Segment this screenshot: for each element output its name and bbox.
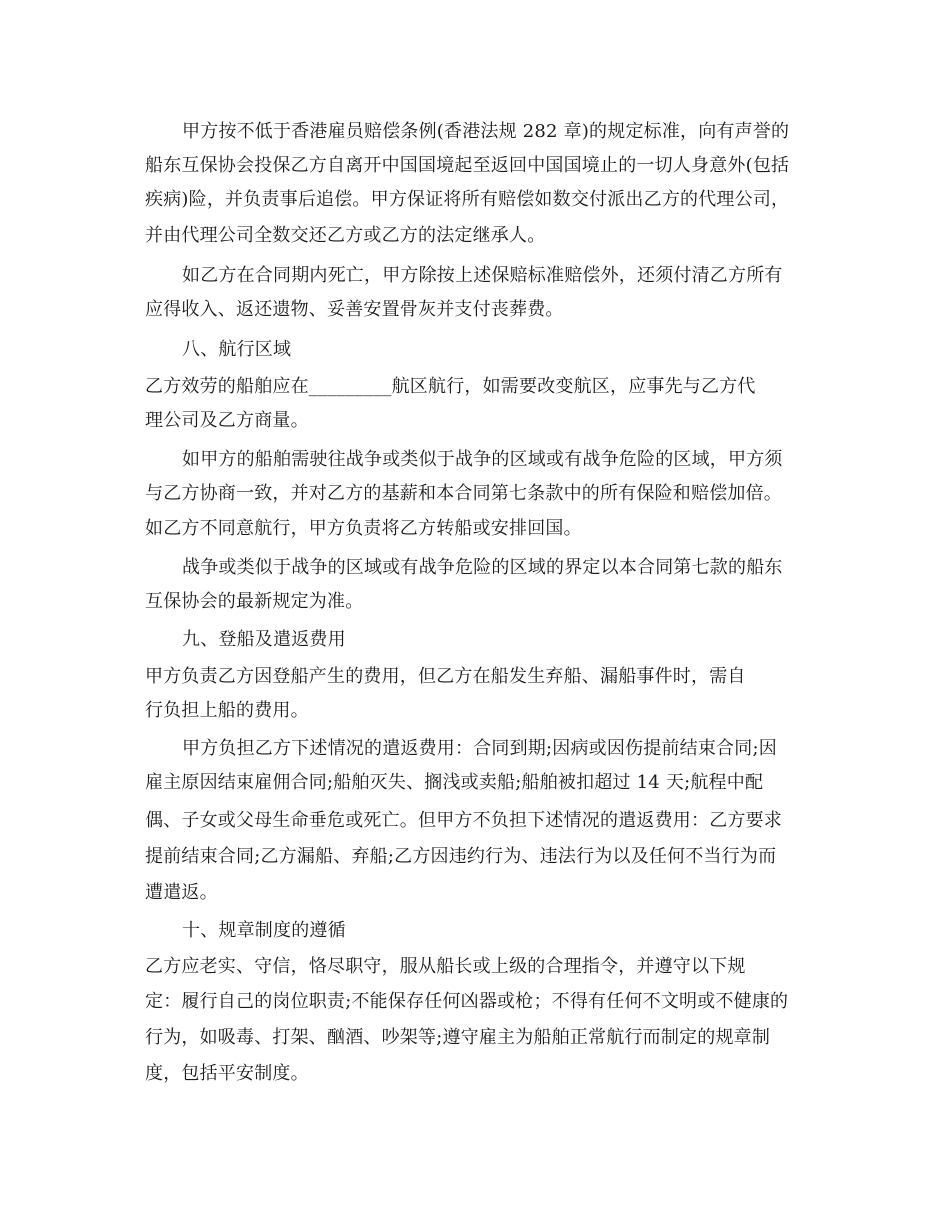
text-line: 提前结束合同;乙方漏船、弃船;乙方因违约行为、违法行为以及任何不当行为而 xyxy=(145,846,777,867)
text-line: 应得收入、返还遗物、妥善安置骨灰并支付丧葬费。 xyxy=(145,299,564,320)
text-line: 如乙方不同意航行，甲方负责将乙方转船或安排回国。 xyxy=(145,518,582,539)
text-line: 定：履行自己的岗位职责;不能保存任何凶器或枪；不得有任何不文明或不健康的 xyxy=(145,991,789,1012)
text-line: 度，包括平安制度。 xyxy=(145,1063,309,1084)
text-line: 乙方效劳的船舶应在_________航区航行，如需要改变航区，应事先与乙方代 xyxy=(145,376,756,397)
text-line: 甲方负责乙方因登船产生的费用，但乙方在船发生弃船、漏船事件时，需自 xyxy=(145,666,746,687)
text-line: 雇主原因结束雇佣合同;船舶灭失、搁浅或卖船;船舶被扣超过 14 天;航程中配 xyxy=(145,772,764,793)
text-line: 遭遣返。 xyxy=(145,882,218,903)
text-line: 甲方负担乙方下述情况的遣返费用：合同到期;因病或因伤提前结束合同;因 xyxy=(182,738,777,759)
text-line: 战争或类似于战争的区域或有战争危险的区域的界定以本合同第七款的船东 xyxy=(182,557,783,578)
text-line: 理公司及乙方商量。 xyxy=(145,410,309,431)
text-line: 并由代理公司全数交还乙方或乙方的法定继承人。 xyxy=(145,225,546,246)
text-line: 如乙方在合同期内死亡，甲方除按上述保赔标准赔偿外，还须付清乙方所有 xyxy=(182,265,783,286)
text-line: 与乙方协商一致，并对乙方的基薪和本合同第七条款中的所有保险和赔偿加倍。 xyxy=(145,483,782,504)
text-line: 行为，如吸毒、打架、酗酒、吵架等;遵守雇主为船舶正常航行而制定的规章制 xyxy=(145,1027,771,1048)
section-heading: 十、规章制度的遵循 xyxy=(182,920,346,941)
text-line: 如甲方的船舶需驶往战争或类似于战争的区域或有战争危险的区域，甲方须 xyxy=(182,449,783,470)
text-line: 乙方应老实、守信，恪尽职守，服从船长或上级的合理指令，并遵守以下规 xyxy=(145,956,746,977)
section-heading: 八、航行区域 xyxy=(182,339,292,360)
text-line: 互保协会的最新规定为准。 xyxy=(145,591,364,612)
text-line: 疾病)险，并负责事后追偿。甲方保证将所有赔偿如数交付派出乙方的代理公司， xyxy=(145,189,790,210)
text-line: 船东互保协会投保乙方自离开中国国境起至返回中国国境止的一切人身意外(包括 xyxy=(145,155,790,176)
text-line: 甲方按不低于香港雇员赔偿条例(香港法规 282 章)的规定标准，向有声誉的 xyxy=(182,121,790,142)
text-line: 偶、子女或父母生命垂危或死亡。但甲方不负担下述情况的遣返费用：乙方要求 xyxy=(145,810,782,831)
section-heading: 九、登船及遣返费用 xyxy=(182,629,346,650)
text-line: 行负担上船的费用。 xyxy=(145,700,309,721)
